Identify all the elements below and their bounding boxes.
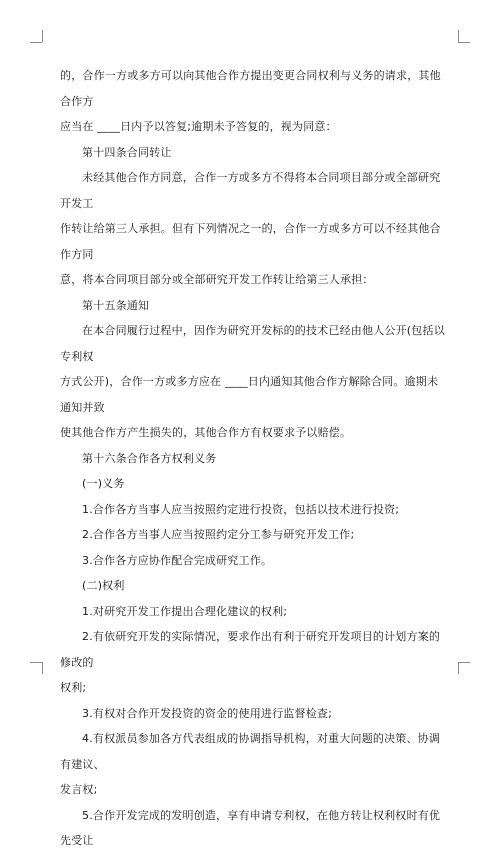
text-line: 应当在 ____日内予以答复;逾期未予答复的，视为同意： [60, 120, 337, 133]
text-line: 1.对研究开发工作提出合理化建议的权利; [82, 604, 288, 618]
document-body [60, 63, 445, 854]
text-line: 2.有依研究开发的实际情况，要求作出有利于研究开发项目的计划方案的修改的 [60, 630, 441, 669]
text-line: 在本合同履行过程中，因作为研究开发标的的技术已经由他人公开(包括以专利权 [60, 324, 445, 363]
text-line: 意，将本合同项目部分或全部研究开发工作转让给第三人承担： [60, 273, 374, 286]
text-line: 使其他合作方产生损失的，其他合作方有权要求予以赔偿。 [60, 426, 352, 439]
text-line: (一)义务 [82, 477, 125, 490]
text-line: 权利; [60, 681, 87, 694]
text-line: 第十四条合同转让 [82, 145, 172, 159]
text-line: 发言权; [60, 783, 98, 796]
text-line: 的，合作一方或多方可以向其他合作方提出变更合同权利与义务的请求，其他合作方 [60, 69, 441, 108]
text-line: 4.有权派员参加各方代表组成的协调指导机构，对重大问题的决策、协调有建议、 [60, 732, 441, 771]
text-line: (二)权利 [82, 579, 125, 592]
text-line: 3.合作各方应协作配合完成研究工作。 [82, 553, 273, 567]
text-line: 第十五条通知 [82, 298, 150, 312]
text-line: 未经其他合作方同意，合作一方或多方不得将本合同项目部分或全部研究开发工 [60, 171, 441, 210]
text-line: 第十六条合作各方权利义务 [82, 451, 217, 465]
text-line: 2.合作各方当事人应当按照约定分工参与研究开发工作; [82, 528, 355, 541]
text-line: 5.合作开发完成的发明创造，享有申请专利权，在他方转让权利权时有优先受让 [60, 808, 441, 847]
text-line: 作转让给第三人承担。但有下列情况之一的，合作一方或多方可以不经其他合作方同 [60, 222, 441, 261]
text-line: 1.合作各方当事人应当按照约定进行投资，包括以技术进行投资; [82, 502, 400, 516]
text-line: 方式公开)，合作一方或多方应在 ____日内通知其他合作方解除合同。逾期未通知并致 [60, 375, 439, 414]
text-line: 3.有权对合作开发投资的资金的使用进行监督检查; [82, 706, 332, 720]
